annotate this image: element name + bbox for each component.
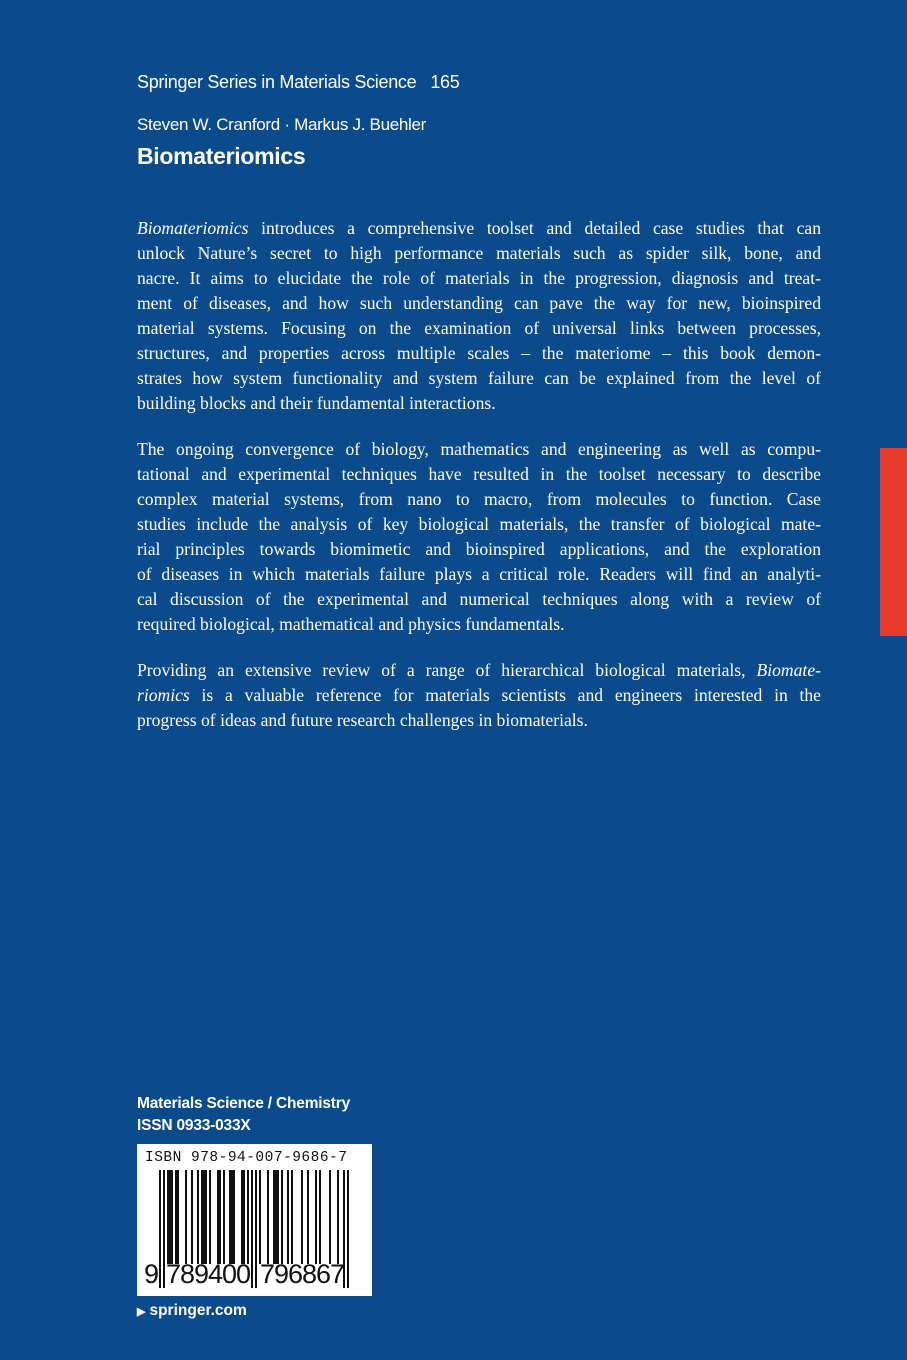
paragraph xyxy=(137,216,821,416)
barcode-bar xyxy=(185,1170,187,1264)
barcode-bar xyxy=(219,1170,221,1264)
line-text: tational and experimental techniques have resulted in the toolset necessary to describe xyxy=(137,464,821,484)
barcode-digit: 4 xyxy=(208,1259,224,1289)
barcode-digit: 6 xyxy=(316,1259,332,1289)
barcode-bar xyxy=(273,1170,275,1264)
series-line xyxy=(137,72,459,93)
barcode-bar xyxy=(307,1170,309,1264)
barcode-bar xyxy=(329,1170,331,1264)
line-text: of diseases in which materials failure plays a critical role. Readers will find an analyti- xyxy=(137,564,821,584)
text-line xyxy=(137,266,821,291)
barcode-digit: 0 xyxy=(222,1259,238,1289)
text-line xyxy=(137,291,821,316)
barcode-bar xyxy=(201,1170,203,1264)
website-text: springer.com xyxy=(149,1302,247,1319)
barcode xyxy=(137,1144,372,1296)
barcode-bar xyxy=(247,1170,249,1264)
barcode-bar xyxy=(275,1170,277,1264)
subject-category: Materials Science / Chemistry xyxy=(137,1095,351,1112)
barcode-bar xyxy=(319,1170,321,1264)
text-line xyxy=(137,708,821,733)
text-line xyxy=(137,341,821,366)
text-line xyxy=(137,316,821,341)
barcode-bar xyxy=(287,1170,289,1264)
line-text: unlock Nature’s secret to high performance materials such as spider silk, bone, and xyxy=(137,243,821,263)
text-line xyxy=(137,391,821,416)
text-line xyxy=(137,366,821,391)
line-text: strates how system functionality and system failure can be explained from the level of xyxy=(137,368,821,388)
line-text: material systems. Focusing on the examination of universal links between processes, xyxy=(137,318,821,338)
line-text: The ongoing convergence of biology, mathematics and engineering as well as compu- xyxy=(137,439,821,459)
barcode-bar xyxy=(217,1170,219,1264)
barcode-digit: 9 xyxy=(274,1259,290,1289)
barcode-bar xyxy=(223,1170,225,1264)
barcode-digit: 7 xyxy=(260,1259,276,1289)
issn: ISSN 0933-033X xyxy=(137,1117,251,1134)
barcode-bar xyxy=(159,1170,161,1288)
text-line xyxy=(137,587,821,612)
line-text: rial principles towards biomimetic and bioinspired applications, and the exploration xyxy=(137,539,821,559)
series-number: 165 xyxy=(430,72,460,92)
barcode-bar xyxy=(167,1170,169,1264)
barcode-bar xyxy=(255,1170,257,1288)
line-text: Providing an extensive review of a range of hierarchical biological materials, xyxy=(137,660,757,680)
triangle-icon: ▶ xyxy=(137,1306,146,1318)
subject-block xyxy=(137,1093,350,1137)
barcode-bar xyxy=(347,1170,349,1288)
barcode-bar xyxy=(233,1170,235,1264)
text-line xyxy=(137,216,821,241)
line-text: introduces a comprehensive toolset and detailed case studies that can xyxy=(248,218,821,238)
barcode-bar xyxy=(169,1170,171,1264)
barcode-digit: 7 xyxy=(166,1259,182,1289)
barcode-bar xyxy=(241,1170,243,1264)
text-line xyxy=(137,658,821,683)
barcode-bar xyxy=(191,1170,193,1264)
barcode-digit: 6 xyxy=(288,1259,304,1289)
barcode-bar xyxy=(267,1170,269,1264)
barcode-bar xyxy=(281,1170,283,1264)
text-line xyxy=(137,512,821,537)
barcode-bar xyxy=(291,1170,293,1264)
barcode-digit: 7 xyxy=(330,1259,346,1289)
line-text: structures, and properties across multiple scales – the materiome – this book demon- xyxy=(137,343,821,363)
line-text: studies include the analysis of key biological materials, the transfer of biological mate- xyxy=(137,514,821,534)
barcode-bar xyxy=(175,1170,177,1264)
barcode-digit: 8 xyxy=(180,1259,196,1289)
barcode-bar xyxy=(171,1170,173,1264)
paragraph xyxy=(137,437,821,637)
line-text: cal discussion of the experimental and numerical techniques along with a review of xyxy=(137,589,821,609)
barcode-bar xyxy=(251,1170,253,1288)
line-text: is a valuable reference for materials scientists and engineers interested in the xyxy=(189,685,821,705)
line-text: building blocks and their fundamental interactions. xyxy=(137,393,496,413)
website-link[interactable] xyxy=(137,1302,247,1320)
barcode-bar xyxy=(259,1170,261,1264)
series-name: Springer Series in Materials Science xyxy=(137,72,417,92)
italic-text: riomics xyxy=(137,685,190,705)
red-edge-tab xyxy=(880,448,907,636)
text-line xyxy=(137,562,821,587)
barcode-digit: 0 xyxy=(236,1259,252,1289)
barcode-digit: 8 xyxy=(302,1259,318,1289)
book-title: Biomateriomics xyxy=(137,143,306,169)
authors: Steven W. Cranford · Markus J. Buehler xyxy=(137,115,427,134)
barcode-bar xyxy=(205,1170,207,1264)
barcode-digit: 9 xyxy=(144,1259,160,1289)
italic-text: Biomateriomics xyxy=(137,218,249,238)
line-text: progress of ideas and future research challenges in biomaterials. xyxy=(137,710,588,730)
barcode-bar xyxy=(243,1170,245,1264)
barcode-digit: 9 xyxy=(194,1259,210,1289)
text-line xyxy=(137,537,821,562)
barcode-bar xyxy=(229,1170,231,1264)
barcode-bar xyxy=(177,1170,179,1264)
barcode-bar xyxy=(203,1170,205,1264)
barcode-bar xyxy=(277,1170,279,1264)
barcode-bar xyxy=(197,1170,199,1264)
text-line xyxy=(137,487,821,512)
text-line xyxy=(137,462,821,487)
barcode-bar xyxy=(163,1170,165,1288)
line-text: required biological, mathematical and physics fundamentals. xyxy=(137,614,565,634)
paragraph xyxy=(137,658,821,733)
barcode-bar xyxy=(301,1170,303,1264)
text-line xyxy=(137,612,821,637)
barcode-bar xyxy=(231,1170,233,1264)
blurb xyxy=(137,216,821,754)
barcode-bar xyxy=(209,1170,211,1264)
line-text: ment of diseases, and how such understanding can pave the way for new, bioinspired xyxy=(137,293,821,313)
isbn-text: ISBN 978-94-007-9686-7 xyxy=(145,1150,348,1166)
line-text: complex material systems, from nano to macro, from molecules to function. Case xyxy=(137,489,821,509)
barcode-bar xyxy=(315,1170,317,1264)
line-text: nacre. It aims to elucidate the role of materials in the progression, diagnosis and treat- xyxy=(137,268,821,288)
text-line xyxy=(137,683,821,708)
italic-text: Biomate- xyxy=(756,660,821,680)
text-line xyxy=(137,437,821,462)
barcode-bar xyxy=(337,1170,339,1264)
text-line xyxy=(137,241,821,266)
